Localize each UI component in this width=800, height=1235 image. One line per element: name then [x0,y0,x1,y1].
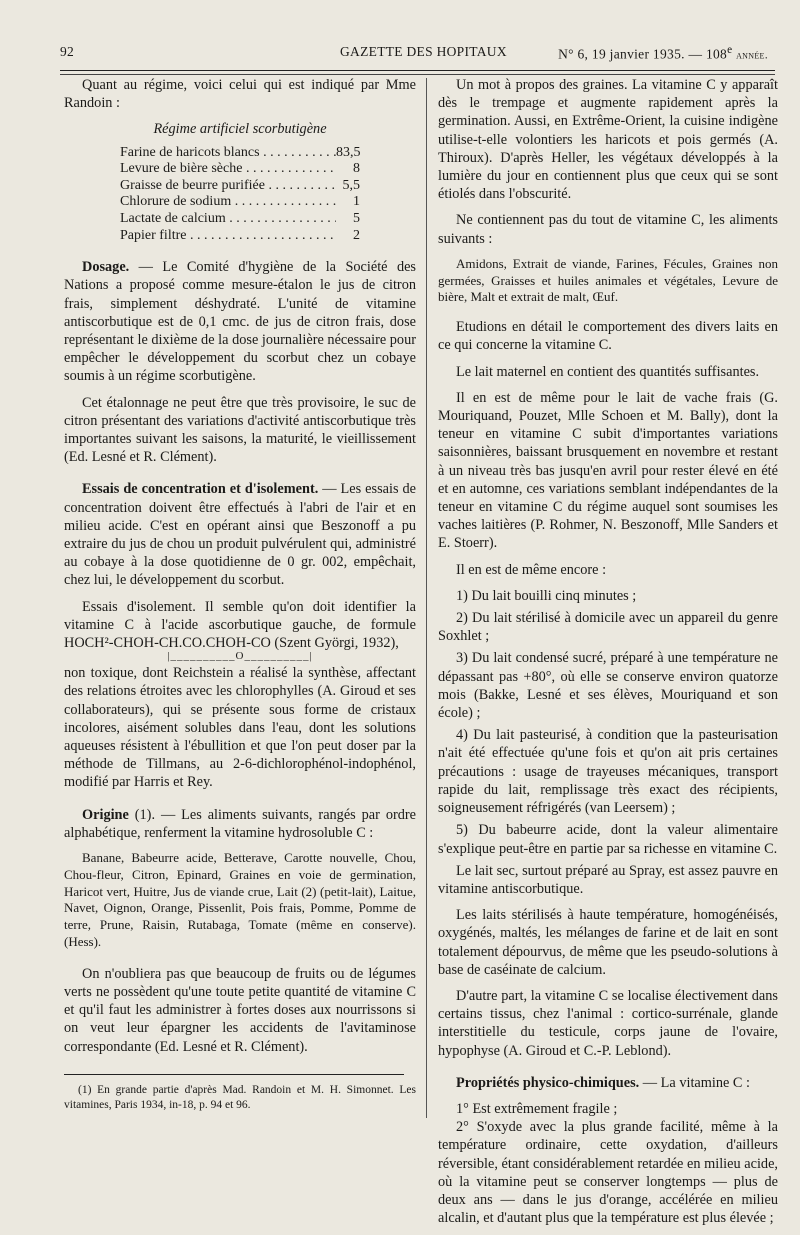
isolement-paragraph: Essais d'isolement. Il semble qu'on doit identifier la vitamine C à l'acide ascorbutique gauche, de formule HOCH²-CHOH-CH.CO.CHOH-CO (Szent Györgi, 1932), [64,598,416,652]
left-column [64,76,416,1121]
regime-intro: Quant au régime, voici celui qui est indiqué par Mme Randoin : [64,77,416,112]
recipe-row: Graisse de beurre purifiée . . . 5,5 [120,178,360,195]
lait-vache: Il en est de même pour le lait de vache frais (G. Mouriquand, Pouzet, Mlle Schoen et M. Bally), dont la teneur en vitamine C subit d'importantes variations saisonnières, baissant brusquement en novembre et restant à un niveau très bas jusqu'en avril pour rester élevé en été et en automne, ces variations semblant indépendantes de la teneur en vitamine C du régime auquel sont soumises les vaches laitières (P. Rohmer, N. Beszonoff, Mlle Sanders et E. Stoerr). [438,389,778,552]
laits-sterilises: Les laits stérilisés à haute température, homogénéisés, oxygénés, maltés, les mélanges de farine et de lait en sont totalement dépourvus, de même que les pseudo-solutions à base de caséinate de calcium. [438,907,778,978]
essais-paragraph: Essais de concentration et d'isolement. — Les essais de concentration doivent être effectués à l'abri de l'air et en milieu acide. C'est en opérant ainsi que Beszonoff a pu extraire du jus de chou un produit pulvérulent qui, administré au cobaye à la dose quotidienne de 0 gr. 002, empêchait, chez lui, le développement du scorbut. [64,481,416,589]
proprietes-heading: Propriétés physico-chimiques. [456,1074,640,1091]
sans-vitamine-list: Amidons, Extrait de viande, Farines, Fécules, Graines non germées, Graisses et huiles animales et végétales, Levure de bière, Malt et extrait de malt, Œuf. [438,255,778,305]
localisation-paragraph: D'autre part, la vitamine C se localise électivement dans certains tissus, chez l'animal : cortico-surrénale, glande interstitielle du testicule, corps jaune de l'ovaire, hypophyse (A. Giroud et C.-P. Leblond). [438,987,778,1059]
isolement-continued: non toxique, dont Reichstein a réalisé la synthèse, affectant des relations étroites avec les chlorophylles (A. Giroud et ses collaborateurs), qui se présente sous forme de cristaux incolores, aisément solubles dans l'eau, dont les solutions aqueuses résistent à l'ébullition et que l'on peut doser par la méthode de Tillmans, au 2-6-dichlorophénol-indophénol, modifié par Harris et Rey. [64,665,416,791]
recipe-title: Régime artificiel scorbutigène [153,121,327,138]
laits-intro: Etudions en détail le comportement des divers laits en ce qui concerne la vitamine C. [438,319,778,354]
etalonnage-paragraph: Cet étalonnage ne peut être que très provisoire, le suc de citron présentant des variations d'activité antiscorbutique très importantes suivant les saisons, la maturité, le vieillissement (Ed. Lesné et R. Clément). [64,394,416,466]
list-item: 1) Du lait bouilli cinq minutes ; [456,587,637,604]
header-rule-thin [60,74,775,75]
right-column [438,76,778,1235]
page-number: 92 [60,44,75,59]
recipe-row: Levure de bière sèche . . . 8 [120,161,360,178]
ne-contiennent-paragraph: Ne contiennent pas du tout de vitamine C, les aliments suivants : [438,212,778,247]
footnote-rule [64,1074,404,1075]
recipe-row: Chlorure de sodium . . . 1 [120,194,360,211]
formula-structure: |__________O__________| [167,650,313,663]
graines-paragraph: Un mot à propos des graines. La vitamine C y apparaît dès le trempage et augmente rapidement après la germination. Aussi, en Extrême-Orient, la cuisine indigène utilise-t-elle volontiers les haricots et pois germés (A. Thiroux). D'après Heller, les végétaux développés à la lumière du jour en contiennent plus que ceux qui se sont étiolés dans l'obscurité. [438,77,778,203]
list-item: 4) Du lait pasteurisé, à condition que la pasteurisation n'ait été effectuée qu'une fois et qu'on ait pris certaines précautions : usage de trayeuses mécaniques, transport rapide du lait, remplissage très exact des récipients, soigneusement réfrigérés (van Leersem) ; [438,727,778,817]
origine-paragraph: Origine (1). — Les aliments suivants, rangés par ordre alphabétique, renferment la vitamine hydrosoluble C : [64,806,416,841]
recipe-row: Papier filtre . . . 2 [120,228,360,245]
oublier-paragraph: On n'oubliera pas que beaucoup de fruits ou de légumes verts ne possèdent qu'une toute petite quantité de vitamine C et qu'il faut les administrer à fortes doses aux nourrissons si on veut leur épargner les accidents de l'avitaminose correspondante (Ed. Lesné et R. Clément). [64,965,416,1055]
dosage-paragraph: Dosage. — Le Comité d'hygiène de la Société des Nations a proposé comme mesure-étalon le jus de citron frais, simplement déshydraté. L'unité de vitamine antiscorbutique est de 0,1 cmc. de jus de citron frais, dose représentant le dixième de la dose journalière nécessaire pour empêcher le développement du scorbut chez un cobaye soumis à un régime scorbutigène. [64,259,416,385]
propriete-1: 1° Est extrêmement fragile ; [456,1100,618,1117]
recipe-row: Farine de haricots blancs . . . 83,5 [120,145,360,162]
column-separator [426,78,427,1118]
list-item: 3) Du lait condensé sucré, préparé à une température ne dépassant pas +80°, où elle se conserve environ quatorze mois (Bakke, Lesné et ses élèves, Mouriquand et son école) ; [438,650,778,722]
origine-heading: Origine [82,806,129,823]
dosage-heading: Dosage. [82,259,130,276]
list-item: 2) Du lait stérilisé à domicile avec un appareil du genre Soxhlet ; [438,610,778,645]
journal-title: GAZETTE DES HOPITAUX [340,44,507,59]
recipe-row: Lactate de calcium . . . 5 [120,211,360,228]
essais-heading: Essais de concentration et d'isolement. [82,481,319,498]
recipe-table [120,145,360,245]
proprietes-paragraph: Propriétés physico-chimiques. — La vitamine C : [456,1074,750,1091]
header-rule [60,70,775,71]
propriete-2: 2° S'oxyde avec la plus grande facilité, même à la température ordinaire, cette oxydation, d'ailleurs réversible, étant considérablement retardée en milieu acide, où la vitamine peut se conserver longtemps — plus de deux ans — dans le jus d'orange, accélérée en milieu alcalin, et d'autant plus que la température est plus élevée ; [438,1119,778,1227]
page-header [60,44,768,64]
footnote: (1) En grande partie d'après Mad. Randoin et M. H. Simonnet. Les vitamines, Paris 1934, in-18, p. 94 et 96. [64,1083,416,1111]
lait-sec: Le lait sec, surtout préparé au Spray, est assez pauvre en vitamine antiscorbutique. [438,862,778,897]
encore: Il en est de même encore : [456,561,607,578]
lait-maternel: Le lait maternel en contient des quantités suffisantes. [456,363,760,380]
list-item: 5) Du babeurre acide, dont la valeur alimentaire s'explique peut-être en partie par sa richesse en vitamine C. [438,822,778,857]
issue-info: N° 6, 19 janvier 1935. — 108e année. [558,44,768,62]
aliments-list: Banane, Babeurre acide, Betterave, Carotte nouvelle, Chou, Chou-fleur, Citron, Epinard, Graines en voie de germination, Haricot vert, Huitre, Jus de viande crue, Lait (2) (petit-lait), Laitue, Navet, Oignon, Orange, Pissenlit, Pois frais, Pomme, Pomme de terre, Prune, Raisin, Rutabaga, Tomate (même en conserve). (Hess). [64,850,416,950]
